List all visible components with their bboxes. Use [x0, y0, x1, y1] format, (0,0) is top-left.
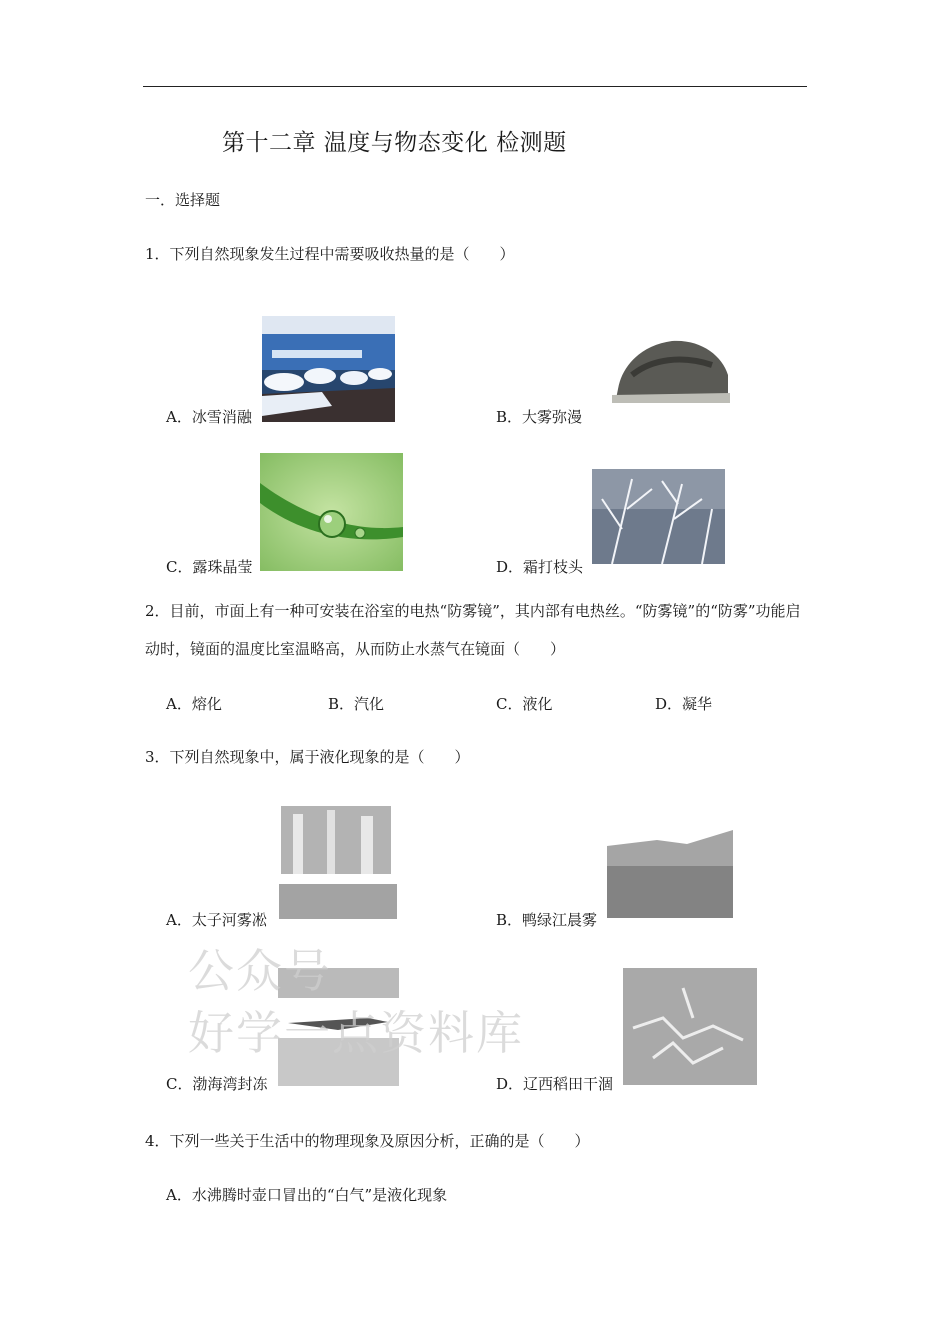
- watermark-line-2: 好学一点资料库: [188, 1006, 524, 1060]
- q3-option-a[interactable]: A．太子河雾凇: [166, 911, 267, 929]
- q2-option-a[interactable]: A．熔化: [166, 695, 222, 713]
- question-1-stem: 1．下列自然现象发生过程中需要吸收热量的是（ ）: [145, 245, 515, 263]
- section-heading: 一．选择题: [145, 191, 221, 209]
- dew-drop-image: [260, 453, 403, 571]
- melting-snow-image: [262, 316, 395, 422]
- dry-paddy-image: [623, 968, 757, 1085]
- q2-option-c[interactable]: C．液化: [496, 695, 553, 713]
- q1-option-c[interactable]: C．露珠晶莹: [166, 558, 253, 576]
- frost-branches-image: [592, 469, 725, 564]
- q1-option-b[interactable]: B．大雾弥漫: [496, 408, 583, 426]
- watermark-line-1: 公众号: [188, 944, 332, 998]
- q4-option-a[interactable]: A．水沸腾时壶口冒出的“白气”是液化现象: [166, 1186, 448, 1204]
- q2-option-d[interactable]: D．凝华: [655, 695, 713, 713]
- page-title: 第十二章 温度与物态变化 检测题: [222, 130, 567, 156]
- question-4-stem: 4．下列一些关于生活中的物理现象及原因分析，正确的是（ ）: [145, 1132, 590, 1150]
- q3-option-c[interactable]: C．渤海湾封冻: [166, 1075, 268, 1093]
- q3-option-b[interactable]: B．鸭绿江晨雾: [496, 911, 598, 929]
- q3-option-d[interactable]: D．辽西稻田干涸: [496, 1075, 614, 1093]
- q1-option-d[interactable]: D．霜打枝头: [496, 558, 584, 576]
- q1-option-a[interactable]: A．冰雪消融: [166, 408, 252, 426]
- rime-image: [279, 804, 397, 919]
- question-3-stem: 3．下列自然现象中，属于液化现象的是（ ）: [145, 748, 470, 766]
- morning-fog-image: [607, 826, 733, 918]
- question-2-stem: 2．目前，市面上有一种可安装在浴室的电热“防雾镜”，其内部有电热丝。“防雾镜”的“防雾”功能启动时，镜面的温度比室温略高，从而防止水蒸气在镜面（ ）: [145, 602, 801, 658]
- watermark: [188, 940, 524, 1064]
- heavy-fog-image: [612, 335, 730, 403]
- header-rule: [143, 86, 807, 87]
- q2-option-b[interactable]: B．汽化: [328, 695, 385, 713]
